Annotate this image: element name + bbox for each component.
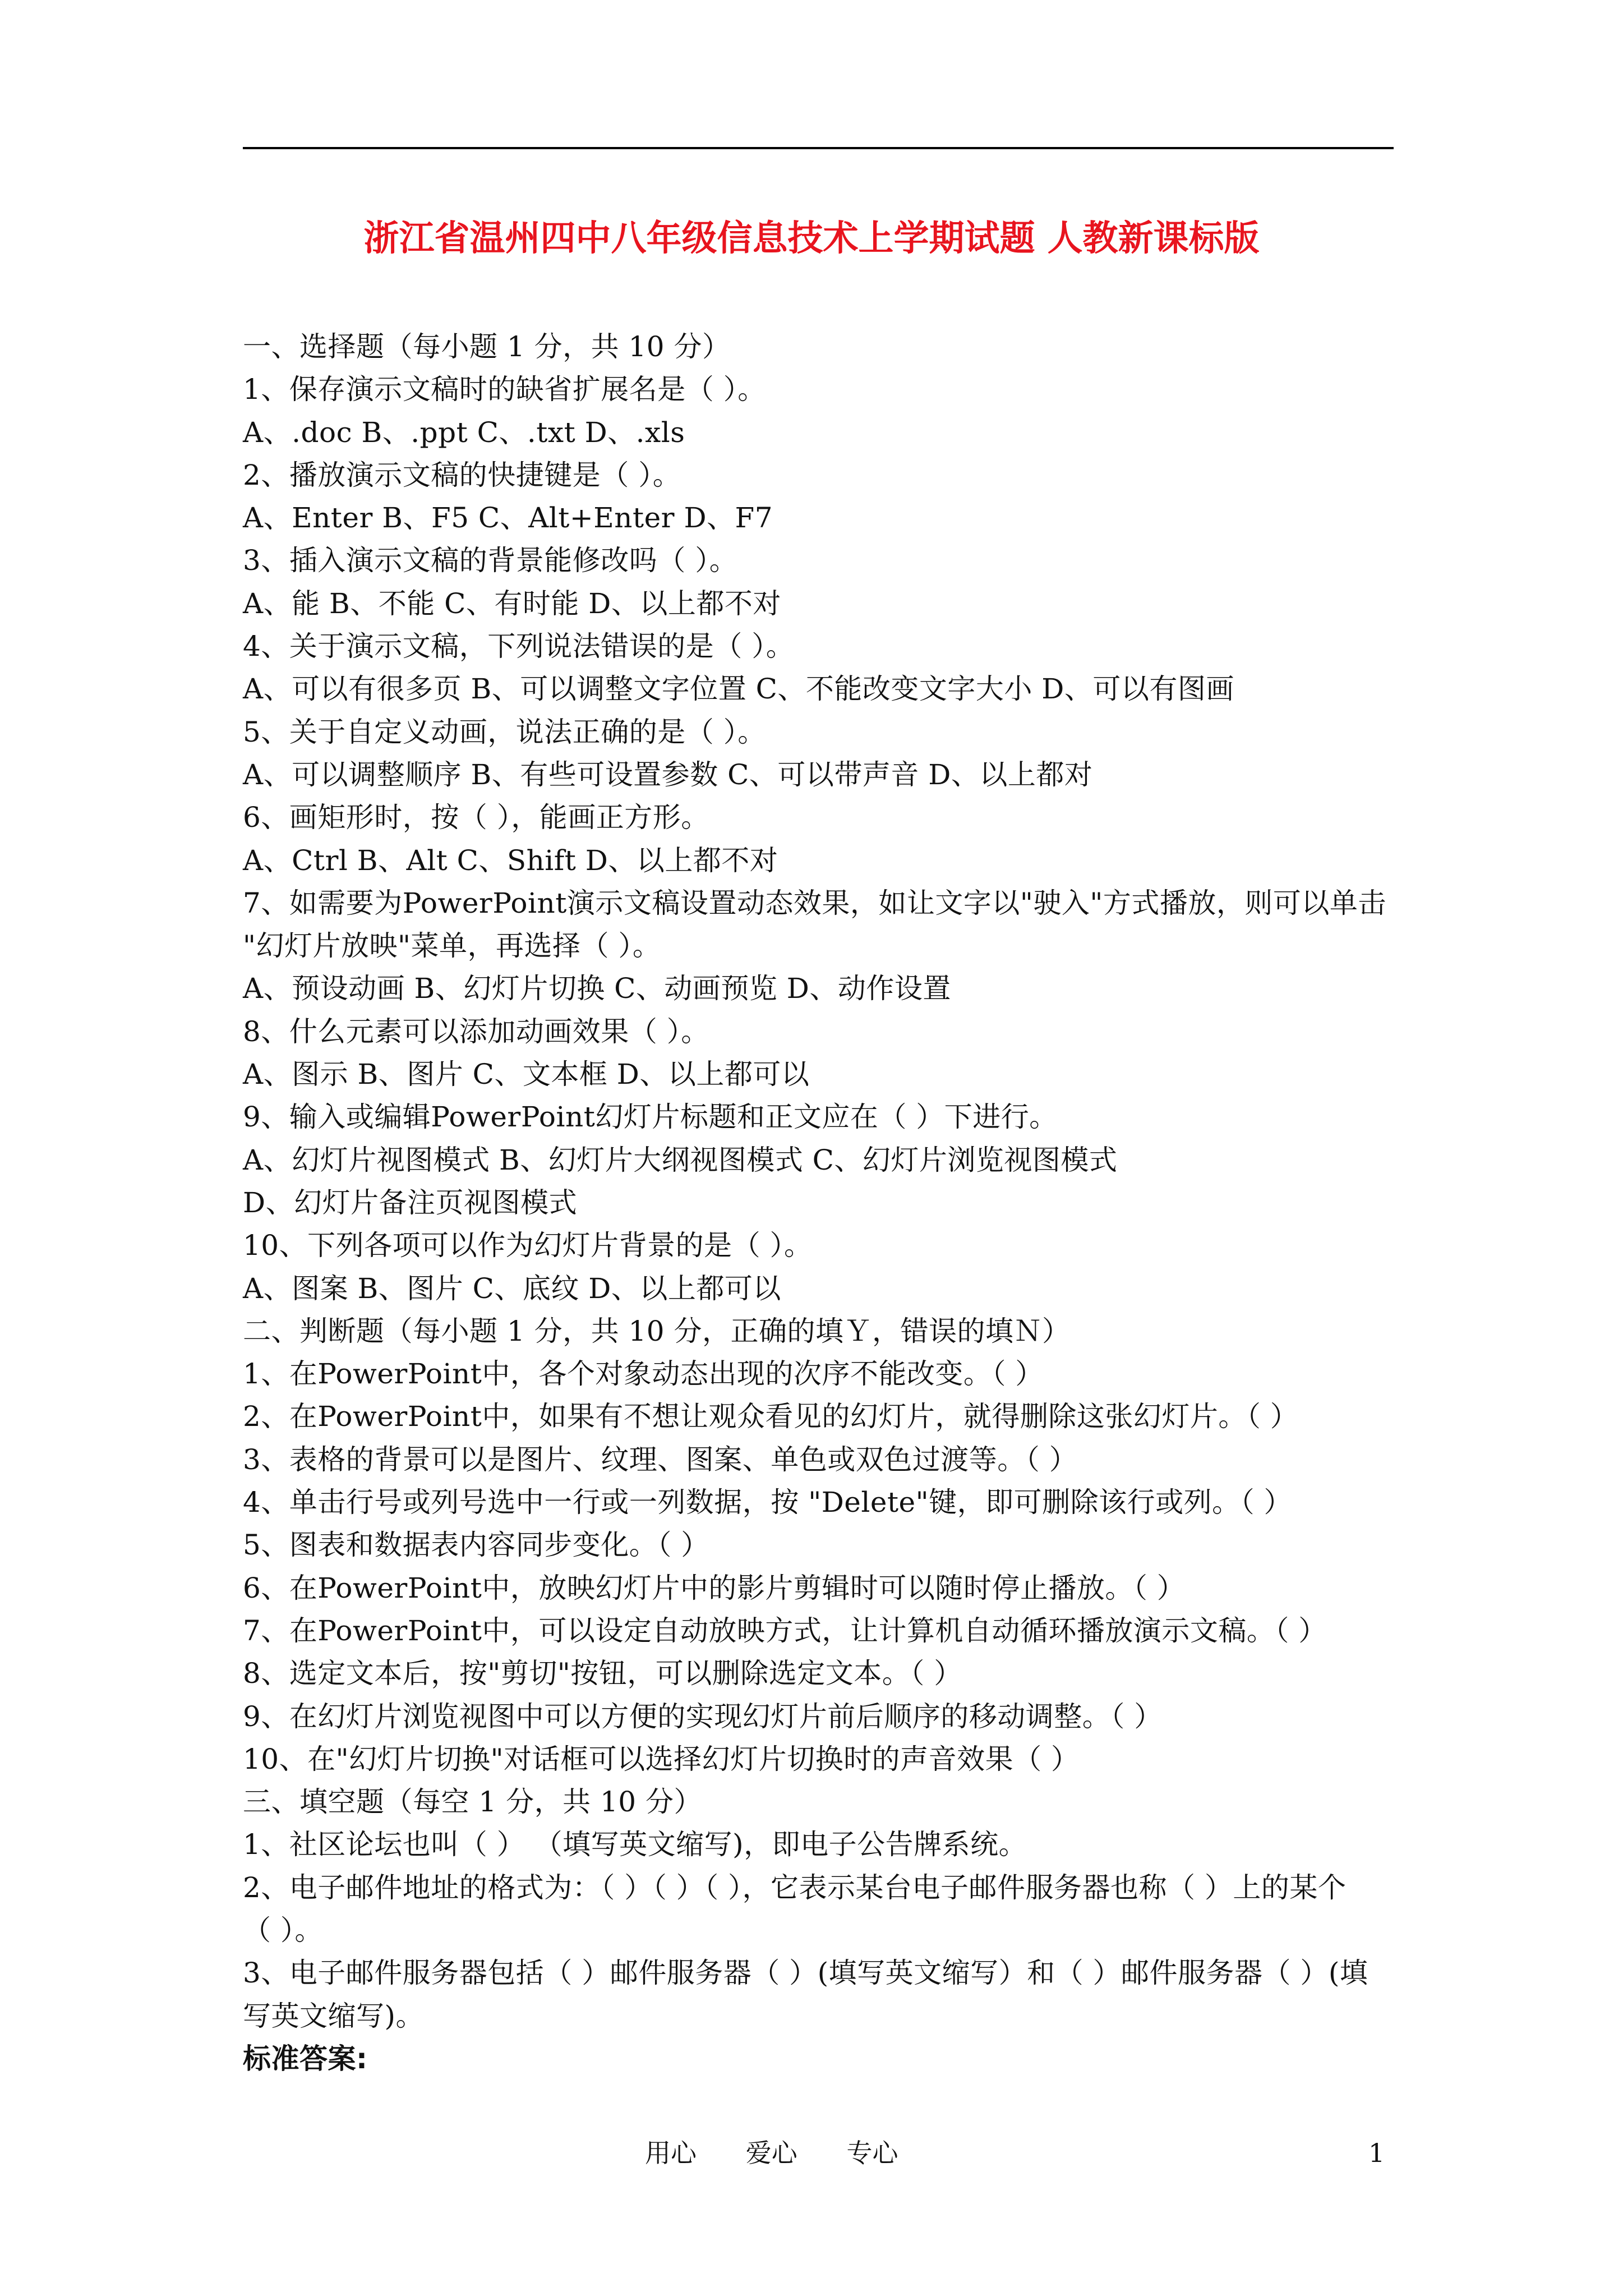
text-line: 1、在PowerPoint中，各个对象动态出现的次序不能改变。（ ）: [243, 1358, 1044, 1391]
text-line: 10、下列各项可以作为幻灯片背景的是（ ）。: [243, 1229, 813, 1262]
text-line: 7、如需要为PowerPoint演示文稿设置动态效果，如让文字以"驶入"方式播放，则可以单击: [243, 886, 1386, 919]
text-line: 8、什么元素可以添加动画效果（ ）。: [243, 1015, 709, 1048]
text-line: 8、选定文本后，按"剪切"按钮，可以删除选定文本。（ ）: [243, 1657, 962, 1690]
text-line: A、图案 B、图片 C、底纹 D、以上都可以: [243, 1272, 781, 1305]
text-line: 写英文缩写)。: [243, 1999, 425, 2032]
text-line: 2、播放演示文稿的快捷键是（ ）。: [243, 458, 681, 491]
text-line: 3、表格的背景可以是图片、纹理、图案、单色或双色过渡等。（ ）: [243, 1443, 1078, 1476]
text-line: 4、关于演示文稿，下列说法错误的是（ ）。: [243, 630, 795, 663]
text-line: 一、选择题（每小题 1 分，共 10 分）: [243, 330, 731, 363]
text-line: 6、画矩形时，按（ ），能画正方形。: [243, 801, 709, 834]
text-line: A、预设动画 B、幻灯片切换 C、动画预览 D、动作设置: [243, 972, 951, 1005]
text-line: A、能 B、不能 C、有时能 D、以上都不对: [243, 587, 781, 620]
text-line: D、幻灯片备注页视图模式: [243, 1186, 578, 1219]
header-rule: [243, 147, 1394, 149]
text-line: 9、输入或编辑PowerPoint幻灯片标题和正文应在（ ）下进行。: [243, 1101, 1058, 1134]
text-line: 5、关于自定义动画，说法正确的是（ ）。: [243, 715, 766, 748]
text-line: （ ）。: [243, 1913, 323, 1947]
text-line: A、.doc B、.ppt C、.txt D、.xls: [243, 416, 685, 449]
text-line: 2、在PowerPoint中，如果有不想让观众看见的幻灯片，就得删除这张幻灯片。（ ）: [243, 1400, 1299, 1433]
page-number: 1: [1368, 2138, 1385, 2168]
text-line: 2、电子邮件地址的格式为：（ ）（ ）（ ），它表示某台电子邮件服务器也称（ ）上的某个: [243, 1871, 1347, 1904]
text-line: 三、填空题（每空 1 分，共 10 分）: [243, 1786, 703, 1819]
text-line: 3、电子邮件服务器包括（ ）邮件服务器（ ）(填写英文缩写）和（ ）邮件服务器（ ）(填: [243, 1957, 1368, 1990]
text-line: 二、判断题（每小题 1 分，共 10 分，正确的填Ｙ，错误的填Ｎ）: [243, 1314, 1071, 1347]
text-line: A、Enter B、F5 C、Alt+Enter D、F7: [243, 501, 773, 535]
text-line: A、可以调整顺序 B、有些可设置参数 C、可以带声音 D、以上都对: [243, 758, 1093, 791]
text-line: A、幻灯片视图模式 B、幻灯片大纲视图模式 C、幻灯片浏览视图模式: [243, 1143, 1118, 1176]
text-line: 1、保存演示文稿时的缺省扩展名是（ ）。: [243, 373, 766, 406]
footer-motto: 用心 爱心 专心: [645, 2138, 898, 2168]
text-line: 10、在"幻灯片切换"对话框可以选择幻灯片切换时的声音效果（ ）: [243, 1742, 1080, 1775]
question-body: [243, 325, 1421, 2080]
text-line: A、图示 B、图片 C、文本框 D、以上都可以: [243, 1058, 810, 1091]
text-line: 9、在幻灯片浏览视图中可以方便的实现幻灯片前后顺序的移动调整。（ ）: [243, 1700, 1163, 1733]
text-line: 7、在PowerPoint中，可以设定自动放映方式，让计算机自动循环播放演示文稿。（ ）: [243, 1614, 1327, 1647]
text-line: 5、图表和数据表内容同步变化。（ ）: [243, 1529, 709, 1562]
text-line: 1、社区论坛也叫（ ） （填写英文缩写)，即电子公告牌系统。: [243, 1828, 1027, 1861]
text-line: "幻灯片放映"菜单，再选择（ ）。: [243, 930, 661, 963]
document-title: 浙江省温州四中八年级信息技术上学期试题 人教新课标版: [363, 218, 1260, 259]
text-line: 4、单击行号或列号选中一行或一列数据，按 "Delete"键，即可删除该行或列。（ ）: [243, 1486, 1293, 1519]
text-line: A、Ctrl B、Alt C、Shift D、以上都不对: [243, 844, 778, 877]
answer-heading: 标准答案:: [243, 2042, 368, 2075]
text-line: 3、插入演示文稿的背景能修改吗（ ）。: [243, 544, 738, 577]
text-line: A、可以有很多页 B、可以调整文字位置 C、不能改变文字大小 D、可以有图画: [243, 673, 1234, 706]
text-line: 6、在PowerPoint中，放映幻灯片中的影片剪辑时可以随时停止播放。（ ）: [243, 1571, 1186, 1604]
